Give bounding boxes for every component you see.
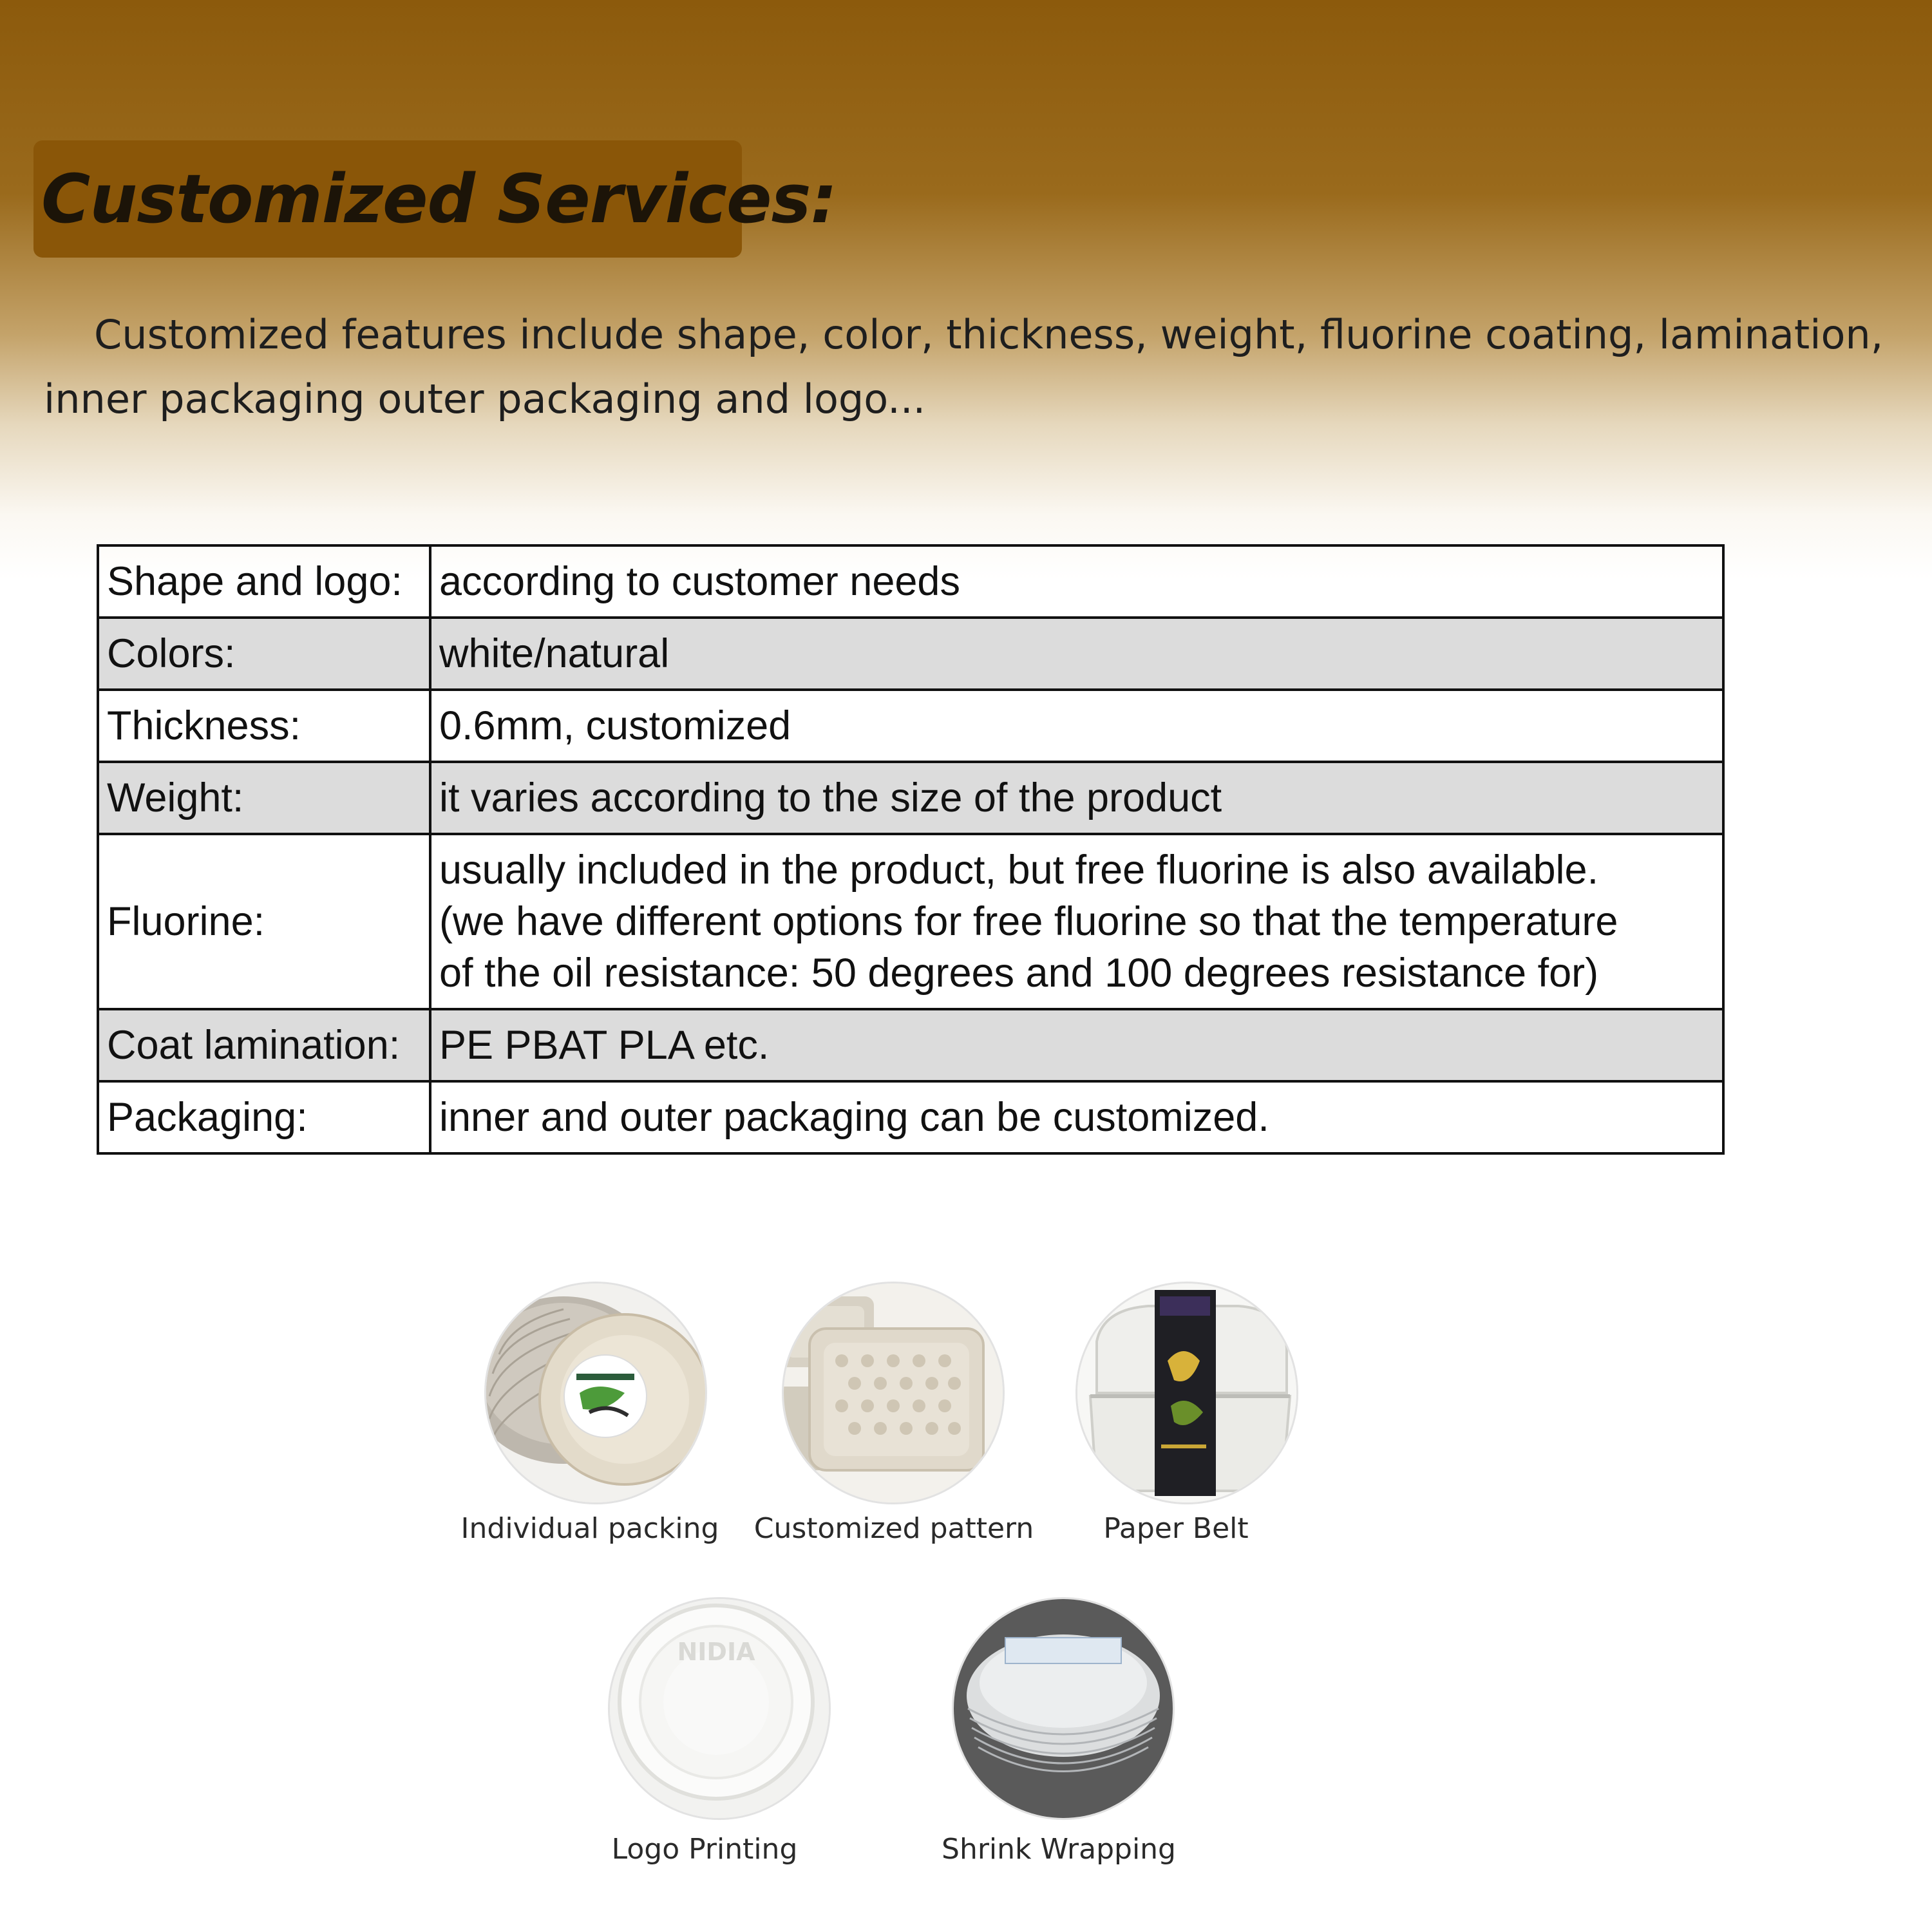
row-value: white/natural <box>430 618 1723 690</box>
row-label: Shape and logo: <box>98 545 430 618</box>
individual-packing-caption: Individual packing <box>460 1512 719 1545</box>
row-value-line: usually included in the product, but free fluorine is also available. <box>439 848 1599 893</box>
spec-table <box>97 544 1725 1155</box>
row-label: Weight: <box>98 762 430 834</box>
shrink-wrapping-image <box>952 1597 1175 1820</box>
intro-paragraph: Customized features include shape, color, thickness, weight, fluorine coating, lamination, inner packaging outer packaging and logo... <box>44 311 1884 422</box>
logo-printing-caption: Logo Printing <box>611 1833 798 1866</box>
table-row <box>98 834 1723 1009</box>
table-row <box>98 762 1723 834</box>
row-value: PE PBAT PLA etc. <box>430 1009 1723 1081</box>
page-title: Customized Services: <box>41 160 837 238</box>
row-label: Fluorine: <box>98 834 430 1009</box>
individual-packing-image <box>484 1282 707 1504</box>
row-value: inner and outer packaging can be customized. <box>430 1081 1723 1153</box>
row-value-line: of the oil resistance: 50 degrees and 100 degrees resistance for) <box>439 951 1599 996</box>
paper-belt-caption: Paper Belt <box>1103 1512 1249 1545</box>
row-label: Coat lamination: <box>98 1009 430 1081</box>
table-row <box>98 618 1723 690</box>
row-label: Colors: <box>98 618 430 690</box>
row-value: 0.6mm, customized <box>430 690 1723 762</box>
customized-pattern-caption: Customized pattern <box>753 1512 1034 1545</box>
row-label: Thickness: <box>98 690 430 762</box>
table-row <box>98 1009 1723 1081</box>
row-value: it varies according to the size of the product <box>430 762 1723 834</box>
row-value <box>430 834 1723 1009</box>
svg-text:NIDIA: NIDIA <box>677 1638 755 1666</box>
title-banner <box>33 140 837 258</box>
row-value: according to customer needs <box>430 545 1723 618</box>
shrink-wrapping-caption: Shrink Wrapping <box>942 1833 1176 1866</box>
row-value-line: (we have different options for free fluorine so that the temperature <box>439 899 1618 944</box>
table-row <box>98 545 1723 618</box>
logo-printing-image <box>608 1597 831 1820</box>
row-label: Packaging: <box>98 1081 430 1153</box>
table-row <box>98 690 1723 762</box>
paper-belt-image <box>1075 1282 1298 1504</box>
table-row <box>98 1081 1723 1153</box>
customized-pattern-image <box>782 1282 1005 1504</box>
